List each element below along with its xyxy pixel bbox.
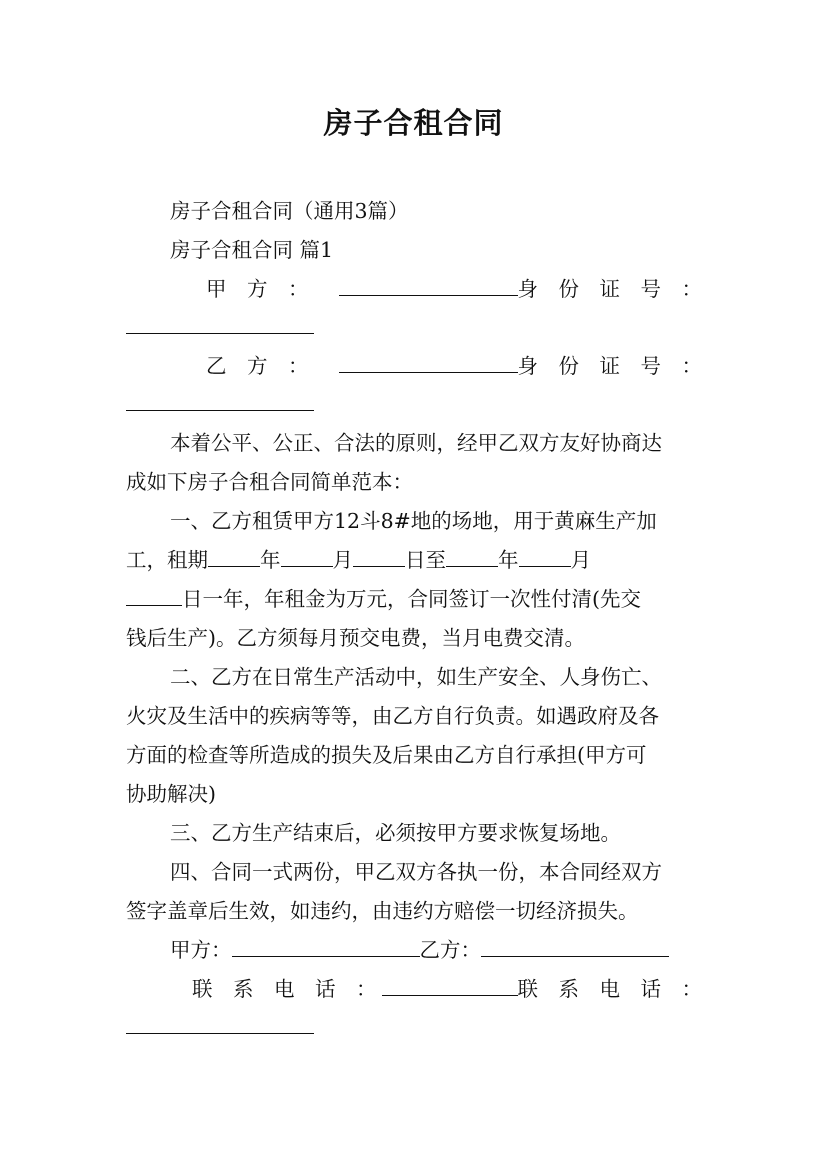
intro-line-1: 本着公平、公正、合法的原则，经甲乙双方友好协商达 (170, 431, 662, 455)
start-month-blank (281, 542, 333, 567)
clause-1-line-2 (126, 541, 702, 579)
intro-line-2: 成如下房子合租合同简单范本： (126, 470, 413, 494)
party-a-id-blank (126, 309, 314, 334)
end-month-blank (519, 542, 571, 567)
party-a-id-row (126, 308, 702, 346)
party-a-row (126, 270, 702, 308)
end-day-blank (126, 581, 182, 606)
party-a-name-blank (339, 271, 518, 296)
phone-a-label: 联 系 电 话 ： (192, 977, 377, 1001)
unit-month-2: 月 (570, 548, 591, 572)
clause-2-line-4: 协助解决) (126, 782, 216, 806)
start-year-blank (208, 542, 260, 567)
sign-a-label: 甲方： (170, 938, 232, 962)
party-b-id-blank (126, 386, 314, 411)
section-heading: 房子合租合同 篇1 (170, 238, 334, 262)
clause-4-line-2: 签字盖章后生效，如违约，由违约方赔偿一切经济损失。 (126, 899, 639, 923)
clause-2-line-3: 方面的检查等所造成的损失及后果由乙方自行承担(甲方可 (126, 743, 647, 767)
party-b-id-row (126, 385, 702, 423)
sign-b-label: 乙方： (419, 938, 481, 962)
phone-b-blank (126, 1009, 314, 1034)
party-b-id-label: 身 份 证 号 ： (517, 354, 702, 378)
unit-year: 年 (260, 548, 281, 572)
party-b-row (126, 347, 702, 385)
clause-1-term-label: 工，租期 (126, 548, 208, 572)
start-day-blank (353, 542, 405, 567)
clause-2-line-2: 火灾及生活中的疾病等等，由乙方自行负责。如遇政府及各 (126, 704, 659, 728)
end-year-blank (446, 542, 498, 567)
document-title: 房子合租合同 (323, 106, 504, 140)
clause-1-line-3 (126, 580, 702, 618)
party-a-id-label: 身 份 证 号 ： (517, 277, 702, 301)
party-b-label: 乙 方 ： (206, 354, 309, 378)
clause-1-rent-text: 日一年，年租金为万元，合同签订一次性付清(先交 (182, 587, 641, 611)
clause-4-line-1: 四、合同一式两份，甲乙双方各执一份，本合同经双方 (170, 860, 662, 884)
clause-1-line-4: 钱后生产)。乙方须每月预交电费，当月电费交清。 (126, 626, 585, 650)
unit-month: 月 (332, 548, 353, 572)
unit-day-to: 日至 (405, 548, 446, 572)
unit-year-2: 年 (498, 548, 519, 572)
document-subtitle: 房子合租合同（通用3篇） (170, 199, 409, 223)
clause-2-line-1: 二、乙方在日常生产活动中，如生产安全、人身伤亡、 (170, 665, 662, 689)
phone-a-blank (382, 971, 517, 996)
phone-b-label: 联 系 电 话 ： (517, 977, 702, 1001)
party-a-label: 甲 方 ： (206, 277, 309, 301)
clause-3-line: 三、乙方生产结束后，必须按甲方要求恢复场地。 (170, 821, 621, 845)
clause-1-line-1: 一、乙方租赁甲方12斗8#地的场地，用于黄麻生产加 (170, 509, 657, 533)
phone-row (126, 970, 702, 1008)
sign-b-blank (481, 932, 669, 957)
signature-row (126, 931, 746, 969)
party-b-name-blank (339, 348, 518, 373)
phone-b-row (126, 1008, 702, 1046)
sign-a-blank (232, 932, 420, 957)
